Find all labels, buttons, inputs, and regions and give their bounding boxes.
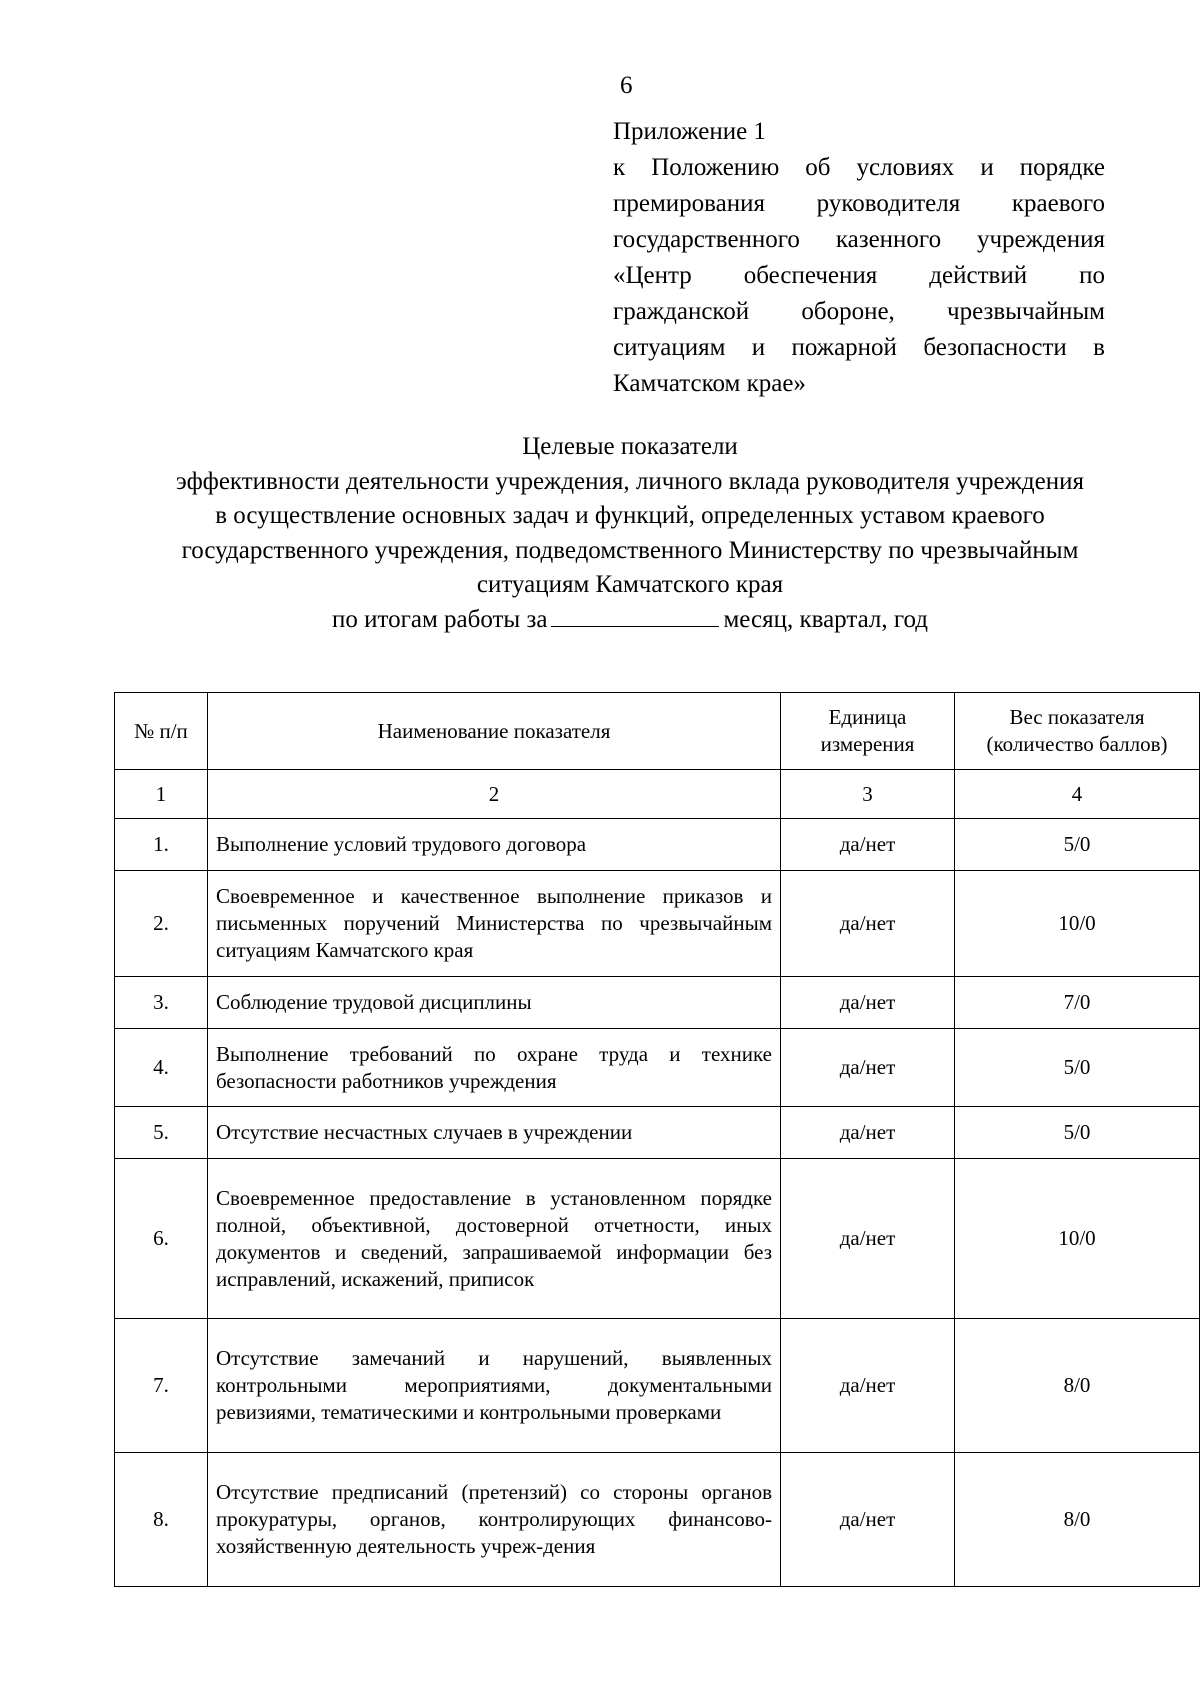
row-unit: да/нет [781,1453,955,1587]
row-weight: 8/0 [955,1319,1200,1453]
row-unit: да/нет [781,1319,955,1453]
row-name: Выполнение требований по охране труда и технике безопасности работников учреждения [208,1029,781,1107]
appendix-text: к Положению об условиях и порядке премирования руководителя краевого государственного казенного учреждения «Центр обеспечения действий по гражданской обороне, чрезвычайным ситуациям и пожарной безопасности в Камчатском крае» [613,154,1105,397]
period-label: по итогам работы за [331,605,548,633]
table-row [115,1319,1200,1453]
row-weight: 5/0 [955,1107,1200,1159]
heading-line-6 [100,603,1160,638]
table-row [115,819,1200,871]
row-weight: 5/0 [955,819,1200,871]
period-options: месяц, квартал, год [723,605,929,633]
column-number: 4 [955,770,1200,819]
row-name: Отсутствие несчастных случаев в учреждении [208,1107,781,1159]
row-unit: да/нет [781,1107,955,1159]
heading-line-4: государственного учреждения, подведомственного Министерству по чрезвычайным [181,536,1079,564]
period-blank-field [551,604,719,627]
row-name: Своевременное предоставление в установленном порядке полной, объективной, достоверной отчетности, иных документов и сведений, запрашиваемой информации без исправлений, искажений, приписок [208,1159,781,1319]
row-name: Своевременное и качественное выполнение приказов и письменных поручений Министерства по чрезвычайным ситуациям Камчатского края [208,871,781,977]
appendix-title: Приложение 1 [613,118,766,145]
row-unit: да/нет [781,977,955,1029]
heading-line-3: в осуществление основных задач и функций, определенных уставом краевого [215,502,1045,529]
row-number: 4. [115,1029,208,1107]
header-name: Наименование показателя [208,693,781,770]
row-weight: 7/0 [955,977,1200,1029]
column-number: 1 [115,770,208,819]
table-row [115,977,1200,1029]
table-row [115,1159,1200,1319]
table-row [115,1107,1200,1159]
row-unit: да/нет [781,1029,955,1107]
row-number: 1. [115,819,208,871]
table-row [115,871,1200,977]
table-row [115,1453,1200,1587]
row-weight: 10/0 [955,871,1200,977]
heading-line-2: эффективности деятельности учреждения, личного вклада руководителя учреждения [176,467,1084,495]
row-name: Отсутствие предписаний (претензий) со стороны органов прокуратуры, органов, контролирующих финансово-хозяйственную деятельность учреж-дения [208,1453,781,1587]
header-unit: Единица измерения [781,693,955,770]
column-number: 3 [781,770,955,819]
heading-line-5: ситуациям Камчатского края [476,571,784,598]
row-unit: да/нет [781,819,955,871]
page-number: 6 [620,72,633,99]
appendix-block [613,114,1105,402]
row-number: 7. [115,1319,208,1453]
header-weight: Вес показателя (количество баллов) [955,693,1200,770]
indicators-table [114,692,1200,1587]
row-weight: 10/0 [955,1159,1200,1319]
table-header-row [115,693,1200,770]
row-name: Выполнение условий трудового договора [208,819,781,871]
row-number: 2. [115,871,208,977]
row-number: 8. [115,1453,208,1587]
row-number: 6. [115,1159,208,1319]
column-number: 2 [208,770,781,819]
table-row [115,1029,1200,1107]
column-number-row [115,770,1200,819]
row-name: Отсутствие замечаний и нарушений, выявленных контрольными мероприятиями, документальными ревизиями, тематическими и контрольными проверками [208,1319,781,1453]
row-unit: да/нет [781,871,955,977]
row-number: 5. [115,1107,208,1159]
row-unit: да/нет [781,1159,955,1319]
heading-line-1: Целевые показатели [522,433,738,460]
row-weight: 8/0 [955,1453,1200,1587]
header-number: № п/п [115,693,208,770]
row-name: Соблюдение трудовой дисциплины [208,977,781,1029]
row-weight: 5/0 [955,1029,1200,1107]
row-number: 3. [115,977,208,1029]
document-heading [100,430,1160,637]
